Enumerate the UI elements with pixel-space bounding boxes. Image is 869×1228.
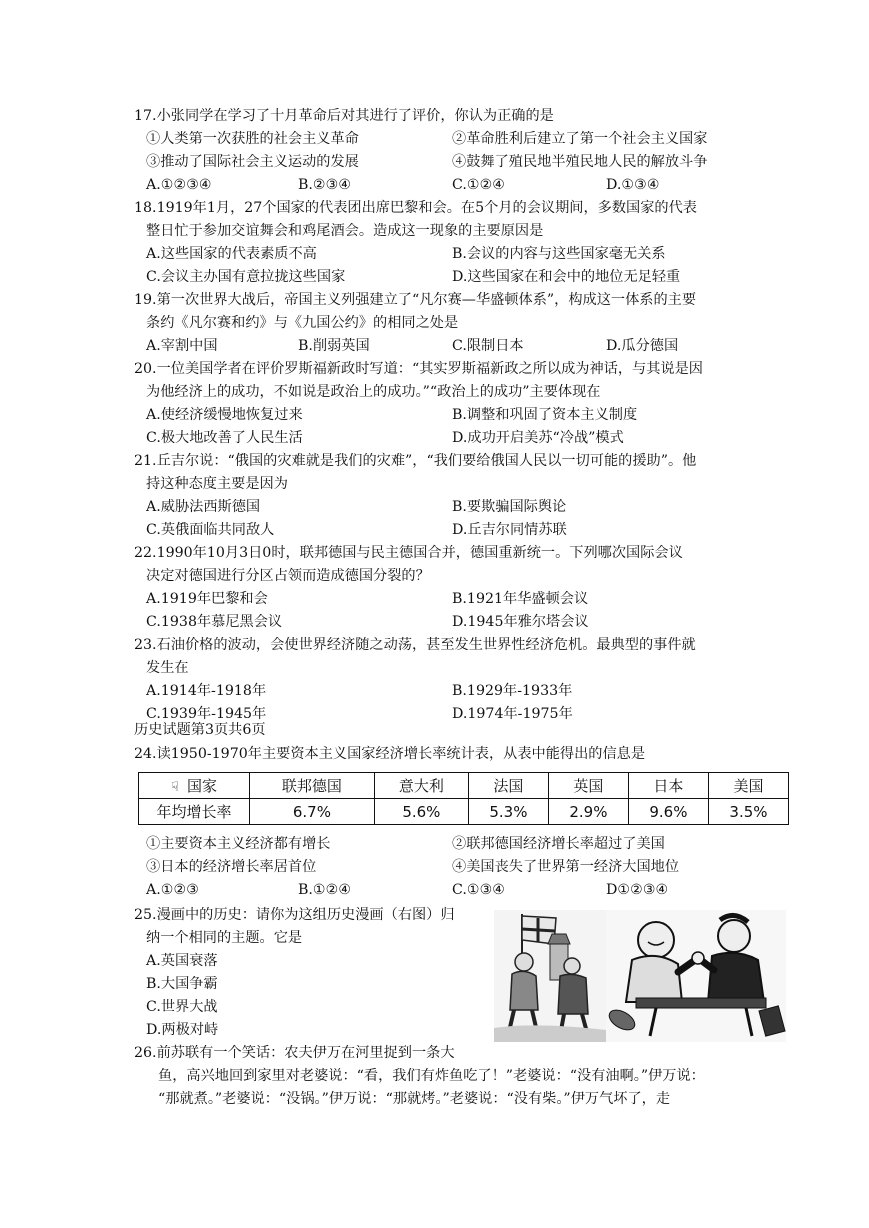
q19-stem-line1: 19.第一次世界大战后，帝国主义列强建立了“凡尔赛—华盛顿体系”，构成这一体系的主要 xyxy=(134,292,697,308)
q17-item-3: ③推动了国际社会主义运动的发展 xyxy=(146,154,359,170)
q22-option-a: A.1919年巴黎和会 xyxy=(146,591,268,607)
q25-stem-line2: 纳一个相同的主题。它是 xyxy=(146,930,303,946)
q20-stem-line2: 为他经济上的成功，不如说是政治上的成功。”“政治上的成功”主要体现在 xyxy=(146,384,601,400)
cartoon-arm-wrestling xyxy=(606,910,786,1042)
q26-stem-line1: 26.前苏联有一个笑话：农夫伊万在河里捉到一条大 xyxy=(134,1045,455,1061)
q24-option-a: A.①②③ xyxy=(146,882,199,898)
cartoon-flag-soldiers xyxy=(494,910,606,1042)
q22-option-c: C.1938年慕尼黑会议 xyxy=(146,614,283,630)
q26-stem-line3: “那就煮。”老婆说：“没锅。”伊万说：“那就烤。”老婆说：“没有柴。”伊万气坏了，走 xyxy=(158,1091,671,1107)
q23-option-b: B.1929年-1933年 xyxy=(452,683,573,699)
q25-option-c: C.世界大战 xyxy=(146,999,218,1015)
q21-stem-line2: 持这种态度主要是因为 xyxy=(146,476,288,492)
table-row xyxy=(139,799,789,825)
q20-stem-line1: 20.一位美国学者在评价罗斯福新政时写道：“其实罗斯福新政之所以成为神话，与其说是因 xyxy=(134,361,703,377)
table-cell: 6.7% xyxy=(250,799,375,825)
table-header-cell: ☟ 国家 xyxy=(139,773,250,799)
q21-option-a: A.威胁法西斯德国 xyxy=(146,499,261,515)
table-header-row xyxy=(139,773,789,799)
q25-option-d: D.两极对峙 xyxy=(146,1022,219,1038)
q26-stem-line2: 鱼，高兴地回到家里对老婆说：“看，我们有炸鱼吃了！”老婆说：“没有油啊。”伊万说： xyxy=(158,1068,705,1084)
q23-stem-line1: 23.石油价格的波动，会使世界经济随之动荡，甚至发生世界性经济危机。最典型的事件就 xyxy=(134,637,696,653)
q24-item-3: ③日本的经济增长率居首位 xyxy=(146,859,317,875)
table-header-cell: 法国 xyxy=(468,773,548,799)
table-header-cell: 联邦德国 xyxy=(250,773,375,799)
growth-rate-table xyxy=(138,772,789,825)
q20-option-b: B.调整和巩固了资本主义制度 xyxy=(452,407,638,423)
table-header-cell: 美国 xyxy=(708,773,788,799)
q19-option-c: C.限制日本 xyxy=(452,338,524,354)
q18-option-b: B.会议的内容与这些国家毫无关系 xyxy=(452,246,666,262)
table-cell: 9.6% xyxy=(628,799,708,825)
q24-stem: 24.读1950-1970年主要资本主义国家经济增长率统计表，从表中能得出的信息是 xyxy=(134,746,646,762)
q24-item-2: ②联邦德国经济增长率超过了美国 xyxy=(452,836,665,852)
q21-option-b: B.要欺骗国际舆论 xyxy=(452,499,567,515)
table-header-cell: 英国 xyxy=(548,773,628,799)
q24-option-b: B.①②④ xyxy=(298,882,352,898)
q19-stem-line2: 条约《凡尔赛和约》与《九国公约》的相同之处是 xyxy=(146,315,459,331)
q17-item-1: ①人类第一次获胜的社会主义革命 xyxy=(146,131,359,147)
q20-option-a: A.使经济缓慢地恢复过来 xyxy=(146,407,303,423)
q23-option-c: C.1939年-1945年 xyxy=(146,706,267,722)
q17-option-c: C.①②④ xyxy=(452,177,506,193)
q20-option-d: D.成功开启美苏“冷战”模式 xyxy=(452,430,624,446)
q25-stem-line1: 25.漫画中的历史：请你为这组历史漫画（右图）归 xyxy=(134,907,455,923)
table-cell: 2.9% xyxy=(548,799,628,825)
q23-option-a: A.1914年-1918年 xyxy=(146,683,267,699)
q23-option-d: D.1974年-1975年 xyxy=(452,706,573,722)
q18-stem-line2: 整日忙于参加交谊舞会和鸡尾酒会。造成这一现象的主要原因是 xyxy=(146,223,544,239)
page-footer: 历史试题第3页共6页 xyxy=(134,722,266,738)
table-cell: 5.3% xyxy=(468,799,548,825)
q22-stem-line1: 22.1990年10月3日0时，联邦德国与民主德国合并，德国重新统一。下列哪次国际会议 xyxy=(134,545,683,561)
q18-option-a: A.这些国家的代表素质不高 xyxy=(146,246,317,262)
q17-option-b: B.②③④ xyxy=(298,177,352,193)
q25-option-b: B.大国争霸 xyxy=(146,976,218,992)
q21-option-d: D.丘吉尔同情苏联 xyxy=(452,522,567,538)
q18-option-c: C.会议主办国有意拉拢这些国家 xyxy=(146,269,346,285)
q24-item-1: ①主要资本主义经济都有增长 xyxy=(146,836,331,852)
q22-stem-line2: 决定对德国进行分区占领而造成德国分裂的？ xyxy=(146,568,430,584)
q22-option-b: B.1921年华盛顿会议 xyxy=(452,591,589,607)
q21-stem-line1: 21.丘吉尔说：“俄国的灾难就是我们的灾难”，“我们要给俄国人民以一切可能的援助”。他 xyxy=(134,453,697,469)
table-header-cell: 日本 xyxy=(628,773,708,799)
q22-option-d: D.1945年雅尔塔会议 xyxy=(452,614,589,630)
q24-option-c: C.①③④ xyxy=(452,882,506,898)
table-header-cell: 意大利 xyxy=(374,773,468,799)
q17-option-d: D.①③④ xyxy=(606,177,660,193)
q19-option-d: D.瓜分德国 xyxy=(606,338,679,354)
q18-stem-line1: 18.1919年1月，27个国家的代表团出席巴黎和会。在5个月的会议期间，多数国家的代表 xyxy=(134,200,697,216)
q17-stem: 17.小张同学在学习了十月革命后对其进行了评价，你认为正确的是 xyxy=(134,108,554,124)
table-cell: 年均增长率 xyxy=(139,799,250,825)
q17-item-2: ②革命胜利后建立了第一个社会主义国家 xyxy=(452,131,708,147)
q19-option-a: A.宰割中国 xyxy=(146,338,218,354)
table-cell: 5.6% xyxy=(374,799,468,825)
q17-item-4: ④鼓舞了殖民地半殖民地人民的解放斗争 xyxy=(452,154,708,170)
hand-icon: ☟ xyxy=(171,780,179,795)
q24-item-4: ④美国丧失了世界第一经济大国地位 xyxy=(452,859,680,875)
q25-option-a: A.英国衰落 xyxy=(146,953,218,969)
q23-stem-line2: 发生在 xyxy=(146,660,189,676)
q20-option-c: C.极大地改善了人民生活 xyxy=(146,430,303,446)
table-cell: 3.5% xyxy=(708,799,788,825)
q18-option-d: D.这些国家在和会中的地位无足轻重 xyxy=(452,269,681,285)
q17-option-a: A.①②③④ xyxy=(146,177,212,193)
q21-option-c: C.英俄面临共同敌人 xyxy=(146,522,275,538)
q24-option-d: D①②③④ xyxy=(606,882,669,898)
q19-option-b: B.削弱英国 xyxy=(298,338,370,354)
